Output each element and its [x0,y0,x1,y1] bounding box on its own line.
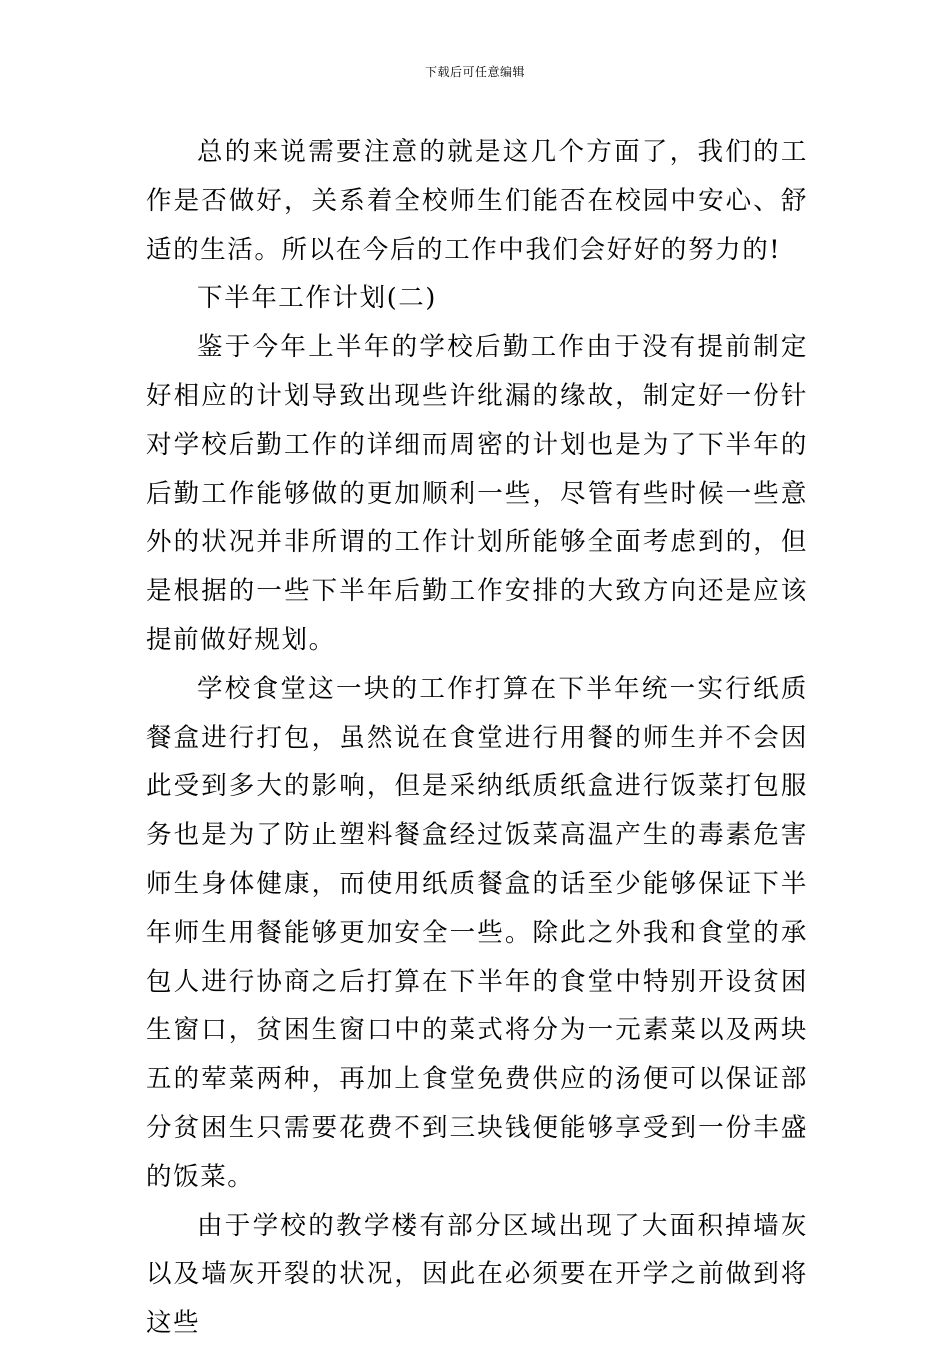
page-header: 下载后可任意编辑 [424,65,525,79]
paragraph-building: 由于学校的教学楼有部分区域出现了大面积掉墙灰以及墙灰开裂的状况，因此在必须要在开学之前做到将这些 [146,1210,808,1339]
section-heading: 下半年工作计划(二) [197,283,437,314]
document-body [146,128,808,1348]
paragraph-intro: 鉴于今年上半年的学校后勤工作由于没有提前制定好相应的计划导致出现些许纰漏的缘故，制定好一份针对学校后勤工作的详细而周密的计划也是为了下半年的后勤工作能够做的更加顺利一些，尽管有些时候一些意外的状况并非所谓的工作计划所能够全面考虑到的，但是根据的一些下半年后勤工作安排的大致方向还是应该提前做好规划。 [146,332,808,655]
paragraph-conclusion: 总的来说需要注意的就是这几个方面了，我们的工作是否做好，关系着全校师生们能否在校园中安心、舒适的生活。所以在今后的工作中我们会好好的努力的! [146,137,808,265]
paragraph-canteen: 学校食堂这一块的工作打算在下半年统一实行纸质餐盒进行打包，虽然说在食堂进行用餐的师生并不会因此受到多大的影响，但是采纳纸质纸盒进行饭菜打包服务也是为了防止塑料餐盒经过饭菜高温产生的毒素危害师生身体健康，而使用纸质餐盒的话至少能够保证下半年师生用餐能够更加安全一些。除此之外我和食堂的承包人进行协商之后打算在下半年的食堂中特别开设贫困生窗口，贫困生窗口中的菜式将分为一元素菜以及两块五的荤菜两种，再加上食堂免费供应的汤便可以保证部分贫困生只需要花费不到三块钱便能够享受到一份丰盛的饭菜。 [146,673,808,1192]
